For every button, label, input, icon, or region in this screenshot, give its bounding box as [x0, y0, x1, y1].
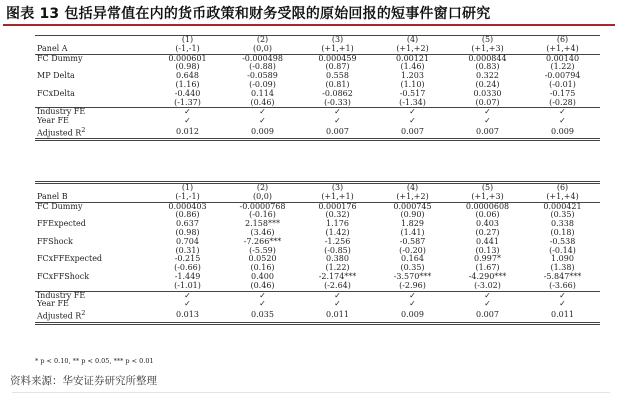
checkmark-icon: ✓: [334, 116, 341, 126]
coefficient-cell: 0.338: [551, 219, 574, 229]
coefficient-cell: -0.0000768: [225, 202, 300, 211]
event-window: (+1,+3): [471, 43, 504, 53]
coefficient-cell: 0.000459: [300, 54, 375, 63]
coefficient-cell: 0.704: [176, 236, 199, 246]
t-stat-cell: (0.27): [475, 227, 500, 237]
t-stat-cell: (-0.14): [549, 245, 576, 255]
coefficient-cell: -0.0862: [322, 88, 353, 98]
t-stat-cell: (0.35): [550, 210, 575, 220]
column-number: (2): [225, 183, 300, 193]
t-stat-cell: (1.46): [400, 62, 425, 72]
checkmark-icon: ✓: [484, 116, 491, 126]
coefficient-cell: 1.090: [551, 254, 574, 264]
checkmark-icon: ✓: [525, 108, 600, 117]
event-window: (-1,-1): [175, 191, 200, 201]
checkmark-icon: ✓: [225, 291, 300, 300]
table-row: [35, 229, 600, 238]
coefficient-cell: 0.997*: [474, 254, 501, 264]
column-number: (4): [375, 183, 450, 193]
coefficient-cell: 0.441: [476, 236, 499, 246]
adjusted-r2-cell: 0.009: [375, 309, 450, 323]
title-divider: [3, 24, 615, 26]
r2-superscript: 2: [81, 125, 86, 134]
event-window: (0,0): [253, 191, 272, 201]
table-row: [35, 273, 600, 282]
column-number: (1): [150, 36, 225, 45]
t-stat-cell: (0.46): [250, 97, 275, 107]
coefficient-cell: -0.538: [549, 236, 576, 246]
column-number: (6): [525, 183, 600, 193]
t-stat-cell: (3.46): [250, 227, 275, 237]
variable-label: MP Delta: [37, 71, 75, 81]
checkmark-icon: ✓: [450, 291, 525, 300]
coefficient-cell: 0.000176: [300, 202, 375, 211]
t-stat-cell: (0.86): [175, 210, 200, 220]
variable-label: FCxFFShock: [37, 271, 90, 281]
coefficient-cell: -4.290***: [468, 271, 507, 281]
coefficient-cell: 0.000601: [150, 54, 225, 63]
table-row: [35, 99, 600, 108]
fixed-effect-label: Year FE: [37, 299, 69, 309]
column-number: (2): [225, 36, 300, 45]
column-number: (4): [375, 36, 450, 45]
checkmark-icon: ✓: [150, 108, 225, 117]
t-stat-cell: (-1.34): [399, 97, 426, 107]
column-number: (5): [450, 183, 525, 193]
checkmark-icon: ✓: [300, 108, 375, 117]
table-row: [35, 202, 600, 211]
t-stat-cell: (0.98): [175, 227, 200, 237]
t-stat-cell: (-5.59): [249, 245, 276, 255]
table-row: [35, 193, 600, 202]
fixed-effect-label: Year FE: [37, 116, 69, 126]
checkmark-icon: ✓: [150, 291, 225, 300]
variable-label: [35, 282, 150, 291]
t-stat-cell: (1.22): [550, 62, 575, 72]
checkmark-icon: ✓: [450, 108, 525, 117]
coefficient-cell: -5.847***: [543, 271, 582, 281]
table-row: [35, 309, 600, 323]
event-window: (+1,+3): [471, 191, 504, 201]
adjusted-r2-cell: 0.011: [300, 309, 375, 323]
t-stat-cell: (0.98): [175, 62, 200, 72]
coefficient-cell: -1.449: [174, 271, 201, 281]
t-stat-cell: (0.35): [400, 263, 425, 273]
t-stat-cell: (0.06): [475, 210, 500, 220]
t-stat-cell: (1.16): [175, 79, 200, 89]
panel-label: Panel A: [37, 43, 68, 53]
t-stat-cell: (-0.16): [249, 210, 276, 220]
coefficient-cell: -0.000498: [225, 54, 300, 63]
coefficient-cell: 1.176: [326, 219, 349, 229]
coefficient-cell: 2.158***: [245, 219, 280, 229]
t-stat-cell: (-0.66): [174, 263, 201, 273]
event-window: (+1,+4): [546, 191, 579, 201]
t-stat-cell: (1.67): [475, 263, 500, 273]
table-row: [35, 255, 600, 264]
checkmark-icon: ✓: [184, 299, 191, 309]
checkmark-icon: ✓: [409, 299, 416, 309]
t-stat-cell: (0.81): [325, 79, 350, 89]
coefficient-cell: 1.829: [401, 219, 424, 229]
t-stat-cell: (0.18): [550, 227, 575, 237]
t-stat-cell: (-2.96): [399, 280, 426, 290]
adjusted-r2-label: [35, 126, 150, 140]
table-row: [35, 63, 600, 72]
t-stat-cell: (0.31): [175, 245, 200, 255]
coefficient-cell: -2.174***: [318, 271, 357, 281]
coefficient-cell: 0.0000608: [450, 202, 525, 211]
t-stat-cell: (1.38): [550, 263, 575, 273]
coefficient-cell: 0.000745: [375, 202, 450, 211]
t-stat-cell: (-2.64): [324, 280, 351, 290]
event-window: (0,0): [253, 43, 272, 53]
coefficient-cell: 0.164: [401, 254, 424, 264]
table-row: [35, 291, 600, 300]
checkmark-icon: ✓: [409, 116, 416, 126]
variable-label: FCxFFExpected: [37, 254, 103, 264]
coefficient-cell: 0.000403: [150, 202, 225, 211]
coefficient-cell: -7.266***: [243, 236, 282, 246]
column-number: (3): [300, 183, 375, 193]
variable-label: FFShock: [37, 236, 73, 246]
coefficient-cell: -0.00794: [544, 71, 581, 81]
coefficient-cell: -0.440: [174, 88, 201, 98]
t-stat-cell: (-0.85): [324, 245, 351, 255]
t-stat-cell: (0.16): [250, 263, 275, 273]
variable-label: FFExpected: [37, 219, 86, 229]
table-row: [35, 264, 600, 273]
coefficient-cell: 0.400: [251, 271, 274, 281]
coefficient-cell: 0.403: [476, 219, 499, 229]
event-window: (+1,+1): [321, 191, 354, 201]
table-row: [35, 220, 600, 229]
checkmark-icon: ✓: [525, 291, 600, 300]
table-row: [35, 108, 600, 117]
t-stat-cell: (-3.66): [549, 280, 576, 290]
significance-note: * p < 0.10, ** p < 0.05, *** p < 0.01: [35, 357, 154, 365]
table-row: [35, 72, 600, 81]
t-stat-cell: (-0.88): [249, 62, 276, 72]
coefficient-cell: 0.637: [176, 219, 199, 229]
table-row: [35, 54, 600, 63]
coefficient-cell: 1.203: [401, 71, 424, 81]
t-stat-cell: (0.07): [475, 97, 500, 107]
table-row: [35, 36, 600, 45]
table-row: [35, 247, 600, 256]
adjusted-r2-cell: 0.035: [225, 309, 300, 323]
t-stat-cell: (-0.20): [399, 245, 426, 255]
adjusted-r2-cell: 0.013: [150, 309, 225, 323]
t-stat-cell: (0.32): [325, 210, 350, 220]
adjusted-r2-label: [35, 309, 150, 323]
t-stat-cell: (0.13): [475, 245, 500, 255]
checkmark-icon: ✓: [225, 108, 300, 117]
coefficient-cell: 0.0520: [248, 254, 277, 264]
t-stat-cell: (1.41): [400, 227, 425, 237]
table-row: [35, 300, 600, 309]
adjusted-r2-text: Adjusted R: [37, 128, 82, 138]
coefficient-cell: -0.215: [174, 254, 201, 264]
checkmark-icon: ✓: [375, 108, 450, 117]
coefficient-cell: -1.256: [324, 236, 351, 246]
t-stat-cell: (-0.09): [249, 79, 276, 89]
table-row: [35, 90, 600, 99]
variable-label: FC Dummy: [35, 54, 150, 63]
figure-title: 图表 13 包括异常值在内的货币政策和财务受限的原始回报的短事件窗口研究: [6, 6, 491, 22]
t-stat-cell: (-0.28): [549, 97, 576, 107]
adjusted-r2-cell: 0.009: [525, 126, 600, 140]
coefficient-cell: 0.380: [326, 254, 349, 264]
adjusted-r2-text: Adjusted R: [37, 311, 82, 321]
event-window: (+1,+2): [396, 191, 429, 201]
checkmark-icon: ✓: [559, 299, 566, 309]
fixed-effect-label: Industry FE: [35, 108, 150, 117]
checkmark-icon: ✓: [259, 299, 266, 309]
checkmark-icon: ✓: [300, 291, 375, 300]
coefficient-cell: 0.000844: [450, 54, 525, 63]
table-row: [35, 81, 600, 90]
t-stat-cell: (0.24): [475, 79, 500, 89]
adjusted-r2-cell: 0.007: [450, 309, 525, 323]
coefficient-cell: -0.517: [399, 88, 426, 98]
table-row: [35, 117, 600, 126]
table-row: [35, 45, 600, 54]
event-window: (-1,-1): [175, 43, 200, 53]
t-stat-cell: (0.87): [325, 62, 350, 72]
coefficient-cell: 0.322: [476, 71, 499, 81]
coefficient-cell: 0.0330: [473, 88, 502, 98]
variable-label: FCxDelta: [37, 88, 75, 98]
coefficient-cell: 0.00140: [525, 54, 600, 63]
checkmark-icon: ✓: [334, 299, 341, 309]
event-window: (+1,+2): [396, 43, 429, 53]
t-stat-cell: (0.46): [250, 280, 275, 290]
coefficient-cell: 0.648: [176, 71, 199, 81]
t-stat-cell: (-0.01): [549, 79, 576, 89]
checkmark-icon: ✓: [259, 116, 266, 126]
panel-a-table: [35, 35, 600, 141]
adjusted-r2-cell: 0.012: [150, 126, 225, 140]
coefficient-cell: 0.00121: [375, 54, 450, 63]
adjusted-r2-cell: 0.007: [375, 126, 450, 140]
t-stat-cell: (0.83): [475, 62, 500, 72]
column-number: (3): [300, 36, 375, 45]
event-window: (+1,+4): [546, 43, 579, 53]
source-note: 资料来源：华安证券研究所整理: [10, 375, 157, 387]
checkmark-icon: ✓: [559, 116, 566, 126]
table-row: [35, 126, 600, 140]
column-number: (1): [150, 183, 225, 193]
event-window: (+1,+1): [321, 43, 354, 53]
panel-b-table-wrap: [35, 181, 600, 325]
fixed-effect-label: Industry FE: [35, 291, 150, 300]
table-row: [35, 282, 600, 291]
checkmark-icon: ✓: [484, 299, 491, 309]
table-row: [35, 211, 600, 220]
coefficient-cell: -0.0589: [247, 71, 278, 81]
t-stat-cell: (-1.37): [174, 97, 201, 107]
t-stat-cell: (-1.01): [174, 280, 201, 290]
panel-label: Panel B: [37, 191, 68, 201]
adjusted-r2-cell: 0.009: [225, 126, 300, 140]
t-stat-cell: (0.90): [400, 210, 425, 220]
t-stat-cell: (1.10): [400, 79, 425, 89]
t-stat-cell: (1.22): [325, 263, 350, 273]
coefficient-cell: -3.570***: [393, 271, 432, 281]
t-stat-cell: (-0.33): [324, 97, 351, 107]
adjusted-r2-cell: 0.007: [300, 126, 375, 140]
column-number: (5): [450, 36, 525, 45]
checkmark-icon: ✓: [184, 116, 191, 126]
checkmark-icon: ✓: [375, 291, 450, 300]
coefficient-cell: -0.587: [399, 236, 426, 246]
t-stat-cell: (1.42): [325, 227, 350, 237]
coefficient-cell: 0.000421: [525, 202, 600, 211]
table-row: [35, 238, 600, 247]
t-stat-cell: (-3.02): [474, 280, 501, 290]
footer-divider: [12, 392, 610, 393]
panel-a-table-wrap: [35, 35, 600, 141]
coefficient-cell: 0.114: [251, 88, 274, 98]
variable-label: FC Dummy: [35, 202, 150, 211]
coefficient-cell: 0.558: [326, 71, 349, 81]
table-row: [35, 183, 600, 193]
adjusted-r2-cell: 0.007: [450, 126, 525, 140]
adjusted-r2-cell: 0.011: [525, 309, 600, 323]
r2-superscript: 2: [81, 309, 86, 318]
column-number: (6): [525, 36, 600, 45]
coefficient-cell: -0.175: [549, 88, 576, 98]
panel-b-table: [35, 181, 600, 325]
